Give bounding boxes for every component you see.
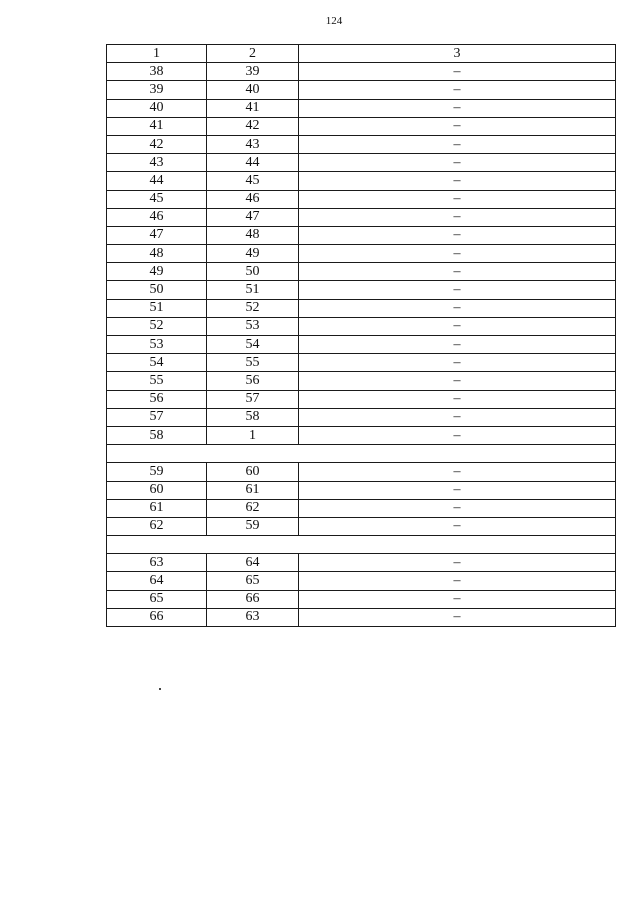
table-cell-col3: – xyxy=(299,336,616,354)
table-cell-col1: 45 xyxy=(107,190,207,208)
table-cell-col3: – xyxy=(299,99,616,117)
table-row xyxy=(107,208,616,226)
table-cell-col1: 44 xyxy=(107,172,207,190)
section-separator-cell xyxy=(107,536,616,554)
table-cell-col1: 54 xyxy=(107,354,207,372)
table-cell-col2: 57 xyxy=(207,390,299,408)
table-row xyxy=(107,117,616,135)
table-cell-col3: – xyxy=(299,299,616,317)
table-cell-col1: 61 xyxy=(107,499,207,517)
table-row xyxy=(107,463,616,481)
table-cell-col2: 63 xyxy=(207,608,299,626)
table-cell-col2: 64 xyxy=(207,554,299,572)
table-cell-col1: 62 xyxy=(107,517,207,535)
table-cell-col2: 66 xyxy=(207,590,299,608)
table-cell-col3: – xyxy=(299,245,616,263)
data-table xyxy=(106,44,616,627)
table-cell-col2: 39 xyxy=(207,63,299,81)
table-cell-col2: 42 xyxy=(207,117,299,135)
table-body xyxy=(107,45,616,627)
table-cell-col2: 48 xyxy=(207,226,299,244)
table-row xyxy=(107,245,616,263)
page-number: 124 xyxy=(325,15,343,27)
table-cell-col1: 42 xyxy=(107,135,207,153)
table-cell-col2: 56 xyxy=(207,372,299,390)
table-cell-col3: – xyxy=(299,226,616,244)
table-row xyxy=(107,81,616,99)
table-cell-col1: 60 xyxy=(107,481,207,499)
data-table-container xyxy=(106,44,615,627)
table-cell-col1: 47 xyxy=(107,226,207,244)
table-row xyxy=(107,499,616,517)
table-cell-col3: – xyxy=(299,590,616,608)
table-cell-col2: 43 xyxy=(207,135,299,153)
table-row xyxy=(107,390,616,408)
table-row xyxy=(107,426,616,444)
table-cell-col1: 43 xyxy=(107,154,207,172)
table-row xyxy=(107,590,616,608)
table-cell-col3: – xyxy=(299,117,616,135)
table-cell-col1: 50 xyxy=(107,281,207,299)
table-cell-col2: 58 xyxy=(207,408,299,426)
table-row xyxy=(107,481,616,499)
table-row xyxy=(107,299,616,317)
section-separator-cell xyxy=(107,445,616,463)
table-cell-col2: 45 xyxy=(207,172,299,190)
table-cell-col2: 62 xyxy=(207,499,299,517)
table-cell-col1: 63 xyxy=(107,554,207,572)
table-row xyxy=(107,190,616,208)
table-cell-col2: 59 xyxy=(207,517,299,535)
table-row xyxy=(107,517,616,535)
table-cell-col1: 65 xyxy=(107,590,207,608)
table-cell-col1: 52 xyxy=(107,317,207,335)
table-cell-col3: – xyxy=(299,81,616,99)
table-cell-col1: 38 xyxy=(107,63,207,81)
table-row xyxy=(107,281,616,299)
table-cell-col3: – xyxy=(299,281,616,299)
table-row xyxy=(107,63,616,81)
table-cell-col3: – xyxy=(299,426,616,444)
table-cell-col3: – xyxy=(299,390,616,408)
table-cell-col2: 46 xyxy=(207,190,299,208)
header-cell: 2 xyxy=(207,45,299,63)
table-row xyxy=(107,354,616,372)
section-separator-row xyxy=(107,445,616,463)
table-cell-col1: 59 xyxy=(107,463,207,481)
header-cell: 3 xyxy=(299,45,616,63)
header-cell: 1 xyxy=(107,45,207,63)
table-cell-col3: – xyxy=(299,499,616,517)
table-cell-col2: 44 xyxy=(207,154,299,172)
table-cell-col2: 41 xyxy=(207,99,299,117)
table-cell-col3: – xyxy=(299,63,616,81)
table-row xyxy=(107,372,616,390)
table-row xyxy=(107,154,616,172)
table-cell-col1: 51 xyxy=(107,299,207,317)
table-cell-col3: – xyxy=(299,372,616,390)
table-cell-col2: 54 xyxy=(207,336,299,354)
table-cell-col1: 49 xyxy=(107,263,207,281)
table-cell-col3: – xyxy=(299,190,616,208)
table-cell-col2: 40 xyxy=(207,81,299,99)
table-cell-col1: 53 xyxy=(107,336,207,354)
table-cell-col3: – xyxy=(299,154,616,172)
table-row xyxy=(107,408,616,426)
table-cell-col3: – xyxy=(299,317,616,335)
table-cell-col1: 57 xyxy=(107,408,207,426)
table-cell-col2: 52 xyxy=(207,299,299,317)
table-row xyxy=(107,172,616,190)
table-cell-col2: 50 xyxy=(207,263,299,281)
table-row xyxy=(107,135,616,153)
table-cell-col2: 55 xyxy=(207,354,299,372)
table-row xyxy=(107,263,616,281)
table-cell-col2: 61 xyxy=(207,481,299,499)
table-cell-col3: – xyxy=(299,608,616,626)
table-header-row xyxy=(107,45,616,63)
table-row xyxy=(107,317,616,335)
table-cell-col2: 47 xyxy=(207,208,299,226)
table-cell-col2: 53 xyxy=(207,317,299,335)
table-cell-col1: 48 xyxy=(107,245,207,263)
table-cell-col1: 64 xyxy=(107,572,207,590)
table-cell-col1: 56 xyxy=(107,390,207,408)
table-cell-col3: – xyxy=(299,554,616,572)
table-cell-col3: – xyxy=(299,135,616,153)
table-row xyxy=(107,336,616,354)
table-cell-col1: 66 xyxy=(107,608,207,626)
table-cell-col3: – xyxy=(299,481,616,499)
table-row xyxy=(107,608,616,626)
table-cell-col1: 41 xyxy=(107,117,207,135)
table-cell-col2: 51 xyxy=(207,281,299,299)
table-row xyxy=(107,554,616,572)
stray-mark xyxy=(159,688,161,690)
table-cell-col2: 65 xyxy=(207,572,299,590)
table-cell-col3: – xyxy=(299,463,616,481)
table-cell-col1: 40 xyxy=(107,99,207,117)
table-cell-col1: 39 xyxy=(107,81,207,99)
table-cell-col3: – xyxy=(299,263,616,281)
table-cell-col3: – xyxy=(299,517,616,535)
table-cell-col3: – xyxy=(299,354,616,372)
table-row xyxy=(107,572,616,590)
table-cell-col2: 60 xyxy=(207,463,299,481)
table-cell-col1: 55 xyxy=(107,372,207,390)
table-cell-col3: – xyxy=(299,572,616,590)
table-cell-col3: – xyxy=(299,172,616,190)
table-cell-col1: 58 xyxy=(107,426,207,444)
table-row xyxy=(107,226,616,244)
table-cell-col3: – xyxy=(299,408,616,426)
table-cell-col2: 1 xyxy=(207,426,299,444)
table-cell-col3: – xyxy=(299,208,616,226)
table-cell-col1: 46 xyxy=(107,208,207,226)
table-cell-col2: 49 xyxy=(207,245,299,263)
table-row xyxy=(107,99,616,117)
section-separator-row xyxy=(107,536,616,554)
